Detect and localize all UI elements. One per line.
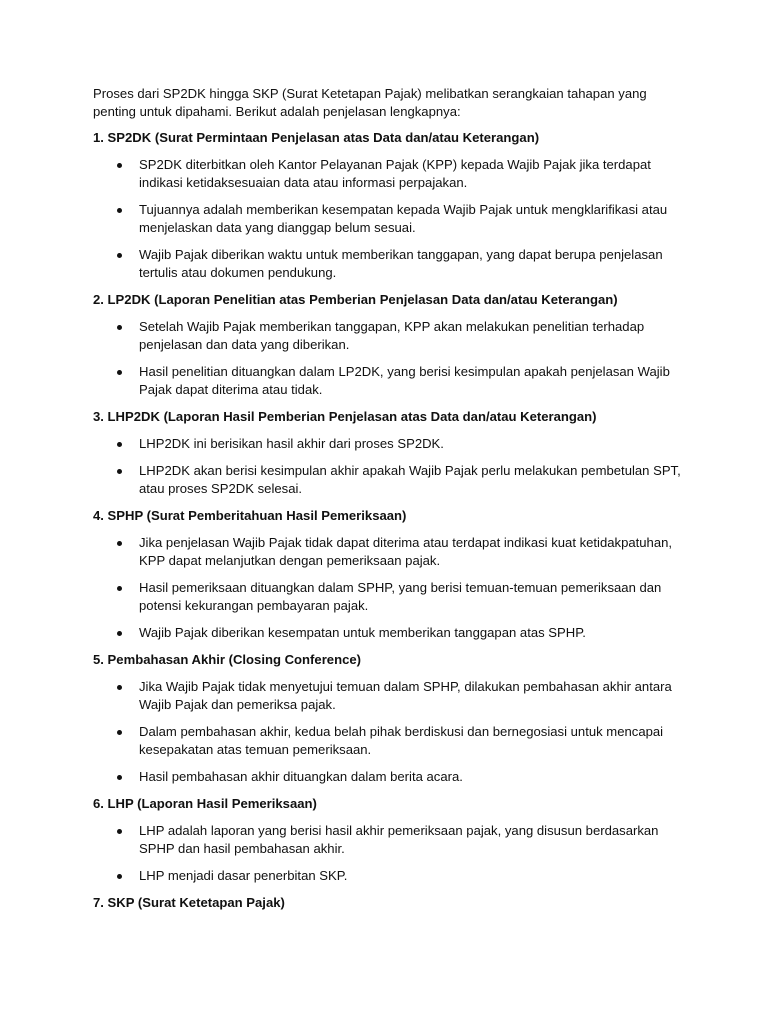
bullet-dot-icon — [117, 442, 122, 447]
list-item — [93, 435, 683, 453]
list-item — [93, 363, 683, 399]
list-item — [93, 579, 683, 615]
list-item-text: Tujuannya adalah memberikan kesempatan kepada Wajib Pajak untuk mengklarifikasi atau menjelaskan data yang dianggap belum sesuai. — [139, 202, 668, 235]
bullet-dot-icon — [117, 541, 122, 546]
section-heading: 2. LP2DK (Laporan Penelitian atas Pemberian Penjelasan Data dan/atau Keterangan) — [93, 292, 618, 307]
bullet-dot-icon — [117, 208, 122, 213]
list-item-text: Jika penjelasan Wajib Pajak tidak dapat diterima atau terdapat indikasi kuat ketidakpatuhan, KPP dapat melanjutkan dengan pemeriksaan pajak. — [139, 535, 673, 568]
list-item — [93, 318, 683, 354]
bullet-dot-icon — [117, 325, 122, 330]
bullet-dot-icon — [117, 586, 122, 591]
list-item — [93, 678, 683, 714]
document-page — [93, 85, 683, 921]
list-item — [93, 822, 683, 858]
list-item — [93, 768, 683, 786]
section-closing-conference — [93, 651, 683, 786]
bullet-dot-icon — [117, 469, 122, 474]
list-item — [93, 723, 683, 759]
list-item-text: Hasil penelitian dituangkan dalam LP2DK, yang berisi kesimpulan apakah penjelasan Wajib Pajak dapat diterima atau tidak. — [139, 364, 670, 397]
section-heading: 1. SP2DK (Surat Permintaan Penjelasan atas Data dan/atau Keterangan) — [93, 130, 540, 145]
section-sp2dk — [93, 129, 683, 282]
list-item-text: Wajib Pajak diberikan kesempatan untuk memberikan tanggapan atas SPHP. — [139, 625, 586, 640]
bullet-list — [93, 678, 683, 786]
bullet-dot-icon — [117, 685, 122, 690]
bullet-list — [93, 435, 683, 498]
bullet-dot-icon — [117, 730, 122, 735]
list-item-text: Wajib Pajak diberikan waktu untuk memberikan tanggapan, yang dapat berupa penjelasan tertulis atau dokumen pendukung. — [139, 247, 663, 280]
section-lhp — [93, 795, 683, 885]
bullet-list — [93, 156, 683, 282]
intro-paragraph: Proses dari SP2DK hingga SKP (Surat Ketetapan Pajak) melibatkan serangkaian tahapan yang penting untuk dipahami. Berikut adalah penjelasan lengkapnya: — [93, 86, 647, 119]
list-item — [93, 246, 683, 282]
list-item — [93, 201, 683, 237]
section-heading: 7. SKP (Surat Ketetapan Pajak) — [93, 895, 285, 910]
list-item — [93, 462, 683, 498]
bullet-dot-icon — [117, 370, 122, 375]
section-lp2dk — [93, 291, 683, 399]
bullet-dot-icon — [117, 829, 122, 834]
section-heading: 6. LHP (Laporan Hasil Pemeriksaan) — [93, 796, 317, 811]
list-item-text: LHP menjadi dasar penerbitan SKP. — [139, 868, 348, 883]
list-item-text: LHP2DK akan berisi kesimpulan akhir apakah Wajib Pajak perlu melakukan pembetulan SPT, atau proses SP2DK selesai. — [139, 463, 681, 496]
bullet-dot-icon — [117, 874, 122, 879]
bullet-list — [93, 822, 683, 885]
bullet-dot-icon — [117, 253, 122, 258]
list-item-text: LHP2DK ini berisikan hasil akhir dari proses SP2DK. — [139, 436, 444, 451]
bullet-dot-icon — [117, 775, 122, 780]
bullet-list — [93, 318, 683, 399]
list-item-text: Hasil pemeriksaan dituangkan dalam SPHP, yang berisi temuan-temuan pemeriksaan dan potensi kekurangan pembayaran pajak. — [139, 580, 662, 613]
section-heading: 4. SPHP (Surat Pemberitahuan Hasil Pemeriksaan) — [93, 508, 407, 523]
section-lhp2dk — [93, 408, 683, 498]
list-item-text: Hasil pembahasan akhir dituangkan dalam berita acara. — [139, 769, 463, 784]
section-sphp — [93, 507, 683, 642]
list-item — [93, 534, 683, 570]
bullet-dot-icon — [117, 163, 122, 168]
section-heading: 3. LHP2DK (Laporan Hasil Pemberian Penjelasan atas Data dan/atau Keterangan) — [93, 409, 597, 424]
list-item-text: Jika Wajib Pajak tidak menyetujui temuan dalam SPHP, dilakukan pembahasan akhir antara Wajib Pajak dan pemeriksa pajak. — [139, 679, 672, 712]
list-item — [93, 624, 683, 642]
list-item-text: Dalam pembahasan akhir, kedua belah pihak berdiskusi dan bernegosiasi untuk mencapai kesepakatan atas temuan pemeriksaan. — [139, 724, 664, 757]
list-item-text: Setelah Wajib Pajak memberikan tanggapan, KPP akan melakukan penelitian terhadap penjelasan dan data yang diberikan. — [139, 319, 645, 352]
section-heading: 5. Pembahasan Akhir (Closing Conference) — [93, 652, 361, 667]
list-item-text: SP2DK diterbitkan oleh Kantor Pelayanan Pajak (KPP) kepada Wajib Pajak jika terdapat indikasi ketidaksesuaian data atau informasi perpajakan. — [139, 157, 651, 190]
bullet-list — [93, 534, 683, 642]
section-skp — [93, 894, 683, 912]
list-item — [93, 867, 683, 885]
bullet-dot-icon — [117, 631, 122, 636]
list-item — [93, 156, 683, 192]
list-item-text: LHP adalah laporan yang berisi hasil akhir pemeriksaan pajak, yang disusun berdasarkan SPHP dan hasil pembahasan akhir. — [139, 823, 659, 856]
